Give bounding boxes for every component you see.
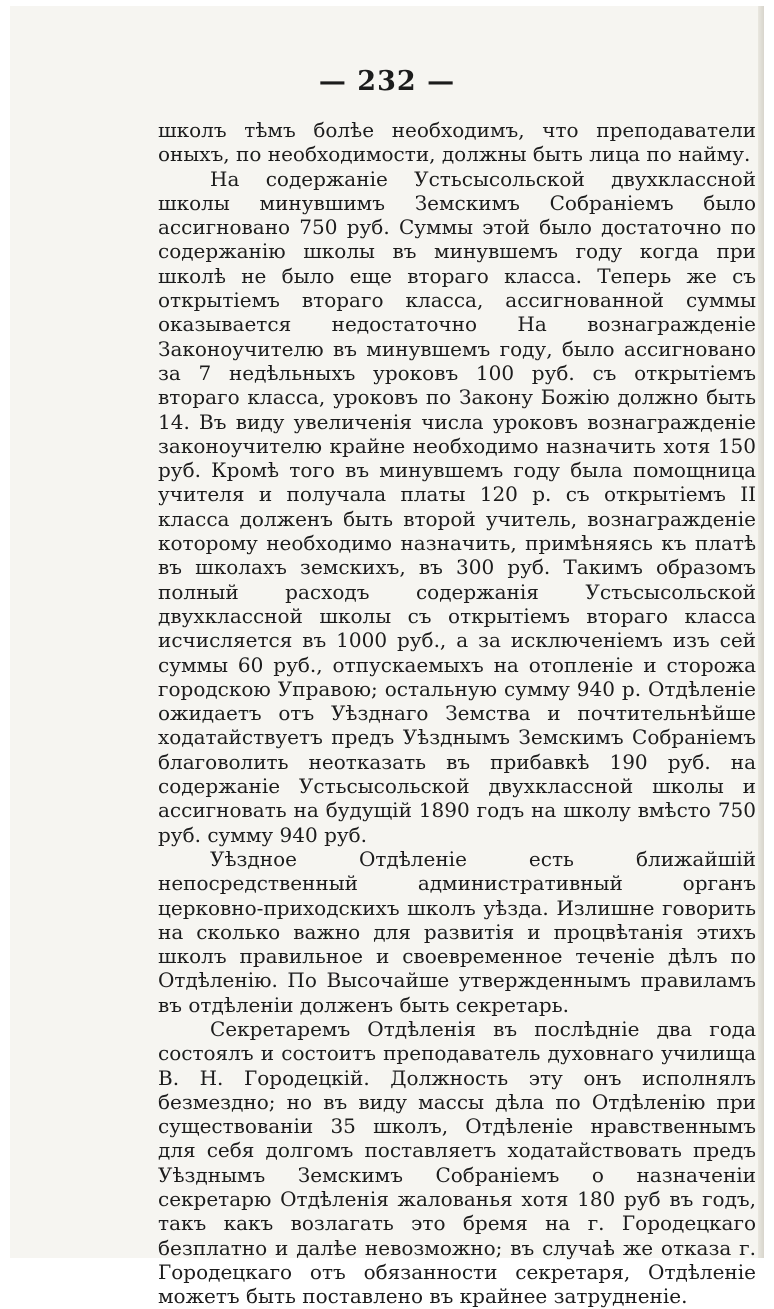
page-edge-shadow xyxy=(758,6,764,1258)
body-text xyxy=(158,118,756,1309)
paragraph-school-funding: На содержаніе Устьсысольской двухклассной школы минувшимъ Земскимъ Собраніемъ было ассигновано 750 руб. Суммы этой было достаточно по содержанію школы въ минувшемъ году когда при школѣ не было еще втораго класса. Теперь же съ открытіемъ втораго класса, ассигнованной суммы оказывается недостаточно На вознагражденіе Законоучителю въ минувшемъ году, было ассигновано за 7 недѣльныхъ уроковъ 100 руб. съ открытіемъ втораго класса, уроковъ по Закону Божію должно быть 14. Въ виду увеличенія числа уроковъ вознагражденіе законоучителю крайне необходимо назначить хотя 150 руб. Кромѣ того въ минувшемъ году была помощница учителя и получала платы 120 р. съ открытіемъ II класса долженъ быть второй учитель, вознагражденіе которому необходимо назначить, примѣняясь къ платѣ въ школахъ земскихъ, въ 300 руб. Такимъ образомъ полный расходъ содержанія Устьсысольской двухклассной школы съ открытіемъ втораго класса исчисляется въ 1000 руб., а за исключеніемъ изъ сей суммы 60 руб., отпускаемыхъ на отопленіе и сторожа городскою Управою; остальную сумму 940 р. Отдѣленіе ожидаетъ отъ Уѣзднаго Земства и почтительнѣйше ходатайствуетъ предъ Уѣзднымъ Земскимъ Собраніемъ благоволить неотказать въ прибавкѣ 190 руб. на содержаніе Устьсысольской двухклассной школы и ассигновать на будущій 1890 годъ на школу вмѣсто 750 руб. сумму 940 руб. xyxy=(158,166,756,847)
paragraph-continuation: школъ тѣмъ болѣе необходимъ, что преподаватели оныхъ, по необходимости, должны быть лица по найму. xyxy=(158,118,756,167)
paragraph-secretary: Секретаремъ Отдѣленія въ послѣдніе два года состоялъ и состоитъ преподаватель духовнаго училища В. Н. Городецкій. Должность эту онъ исполнялъ безмездно; но въ виду массы дѣла по Отдѣленію при существованіи 35 школъ, Отдѣленіе нравственнымъ для себя долгомъ поставляетъ ходатайствовать предъ Уѣзднымъ Земскимъ Собраніемъ о назначеніи секретарю Отдѣленія жалованья хотя 180 руб въ годъ, такъ какъ возлагать это бремя на г. Городецкаго безплатно и далѣе невозможно; въ случаѣ же отказа г. Городецкаго отъ обязанности секретаря, Отдѣленіе можетъ быть поставлено въ крайнее затрудненіе. xyxy=(158,1016,756,1309)
page-number: — 232 — xyxy=(318,66,456,97)
paragraph-district-department: Уѣздное Отдѣленіе есть ближайшій непосредственный административный органъ церковно-приходскихъ школъ уѣзда. Излишне говорить на сколько важно для развитія и процвѣтанія этихъ школъ правильное и своевременное теченіе дѣлъ по Отдѣленію. По Высочайше утвержденнымъ правиламъ въ отдѣленіи долженъ быть секретарь. xyxy=(158,846,756,1017)
